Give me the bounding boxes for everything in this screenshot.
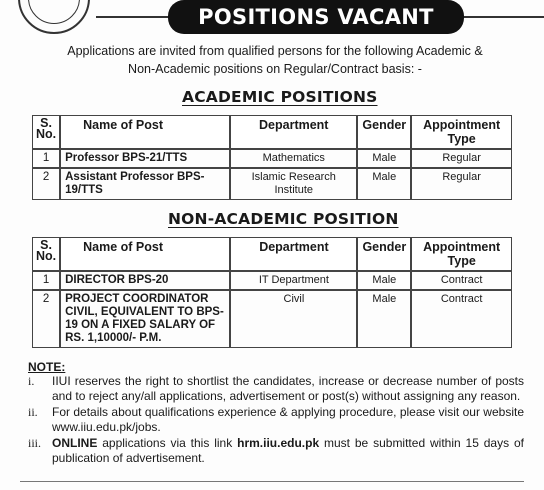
cell-department: Islamic Research Institute [230,168,357,200]
cell-gender: Male [357,271,411,290]
note-number: ii. [28,405,38,419]
table-row [32,290,512,348]
column-header-sno: S. No. [32,237,60,271]
note-number: iii. [28,436,42,450]
cell-gender: Male [357,290,411,348]
note-text-part: must be submitted within 15 days of publication of advertisement. [52,436,524,465]
cell-post-name: Assistant Professor BPS-19/TTS [60,168,230,200]
cell-department: IT Department [230,271,357,290]
column-header-department: Department [230,115,357,149]
online-emphasis: ONLINE [52,436,98,450]
bottom-rule [20,481,524,482]
note-text-part: applications via this link [97,436,238,450]
column-header-sno: S. No. [32,115,60,149]
table-header-row [32,237,512,271]
non-academic-positions-table [32,237,512,348]
notes-list [28,374,524,467]
table-row [32,168,512,200]
cell-sno: 1 [32,149,60,168]
non-academic-heading: NON-ACADEMIC POSITION [168,210,399,228]
intro-line-2: Non-Academic positions on Regular/Contract basis: - [128,62,422,76]
column-header-type: Appointment Type [411,237,512,271]
column-header-name: Name of Post [60,115,230,149]
column-header-name: Name of Post [60,237,230,271]
cell-post-name: DIRECTOR BPS-20 [60,271,230,290]
column-header-gender: Gender [357,115,411,149]
intro-line-1: Applications are invited from qualified persons for the following Academic & [67,44,483,58]
cell-appointment-type: Regular [411,149,512,168]
cell-appointment-type: Contract [411,271,512,290]
cell-sno: 1 [32,271,60,290]
academic-positions-table [32,115,512,200]
table-row [32,271,512,290]
intro-paragraph [30,42,520,78]
application-link[interactable]: hrm.iiu.edu.pk [237,436,320,450]
university-logo [18,0,90,34]
note-item [28,374,524,403]
logo-inner-ring [28,0,80,24]
cell-department: Mathematics [230,149,357,168]
column-header-gender: Gender [357,237,411,271]
table-row [32,149,512,168]
cell-appointment-type: Contract [411,290,512,348]
cell-post-name: PROJECT COORDINATOR CIVIL, EQUIVALENT TO BPS-19 ON A FIXED SALARY OF RS. 1,10000/- P.M. [60,290,230,348]
note-item [28,405,524,434]
note-number: i. [28,374,35,388]
table-header-row [32,115,512,149]
note-label: NOTE: [28,360,66,374]
note-text [52,436,524,465]
cell-appointment-type: Regular [411,168,512,200]
cell-post-name: Professor BPS-21/TTS [60,149,230,168]
cell-department: Civil [230,290,357,348]
note-text: For details about qualifications experience & applying procedure, please visit our website www.iiu.edu.pk/jobs. [52,405,524,434]
page-title: POSITIONS VACANT [168,0,464,34]
cell-gender: Male [357,168,411,200]
academic-heading: ACADEMIC POSITIONS [182,88,378,106]
cell-sno: 2 [32,290,60,348]
cell-sno: 2 [32,168,60,200]
cell-gender: Male [357,149,411,168]
column-header-department: Department [230,237,357,271]
note-text: IIUI reserves the right to shortlist the candidates, increase or decrease number of posts and to reject any/all applications, advertisement or post(s) without assigning any reason. [52,374,524,403]
column-header-type: Appointment Type [411,115,512,149]
note-item [28,436,524,465]
